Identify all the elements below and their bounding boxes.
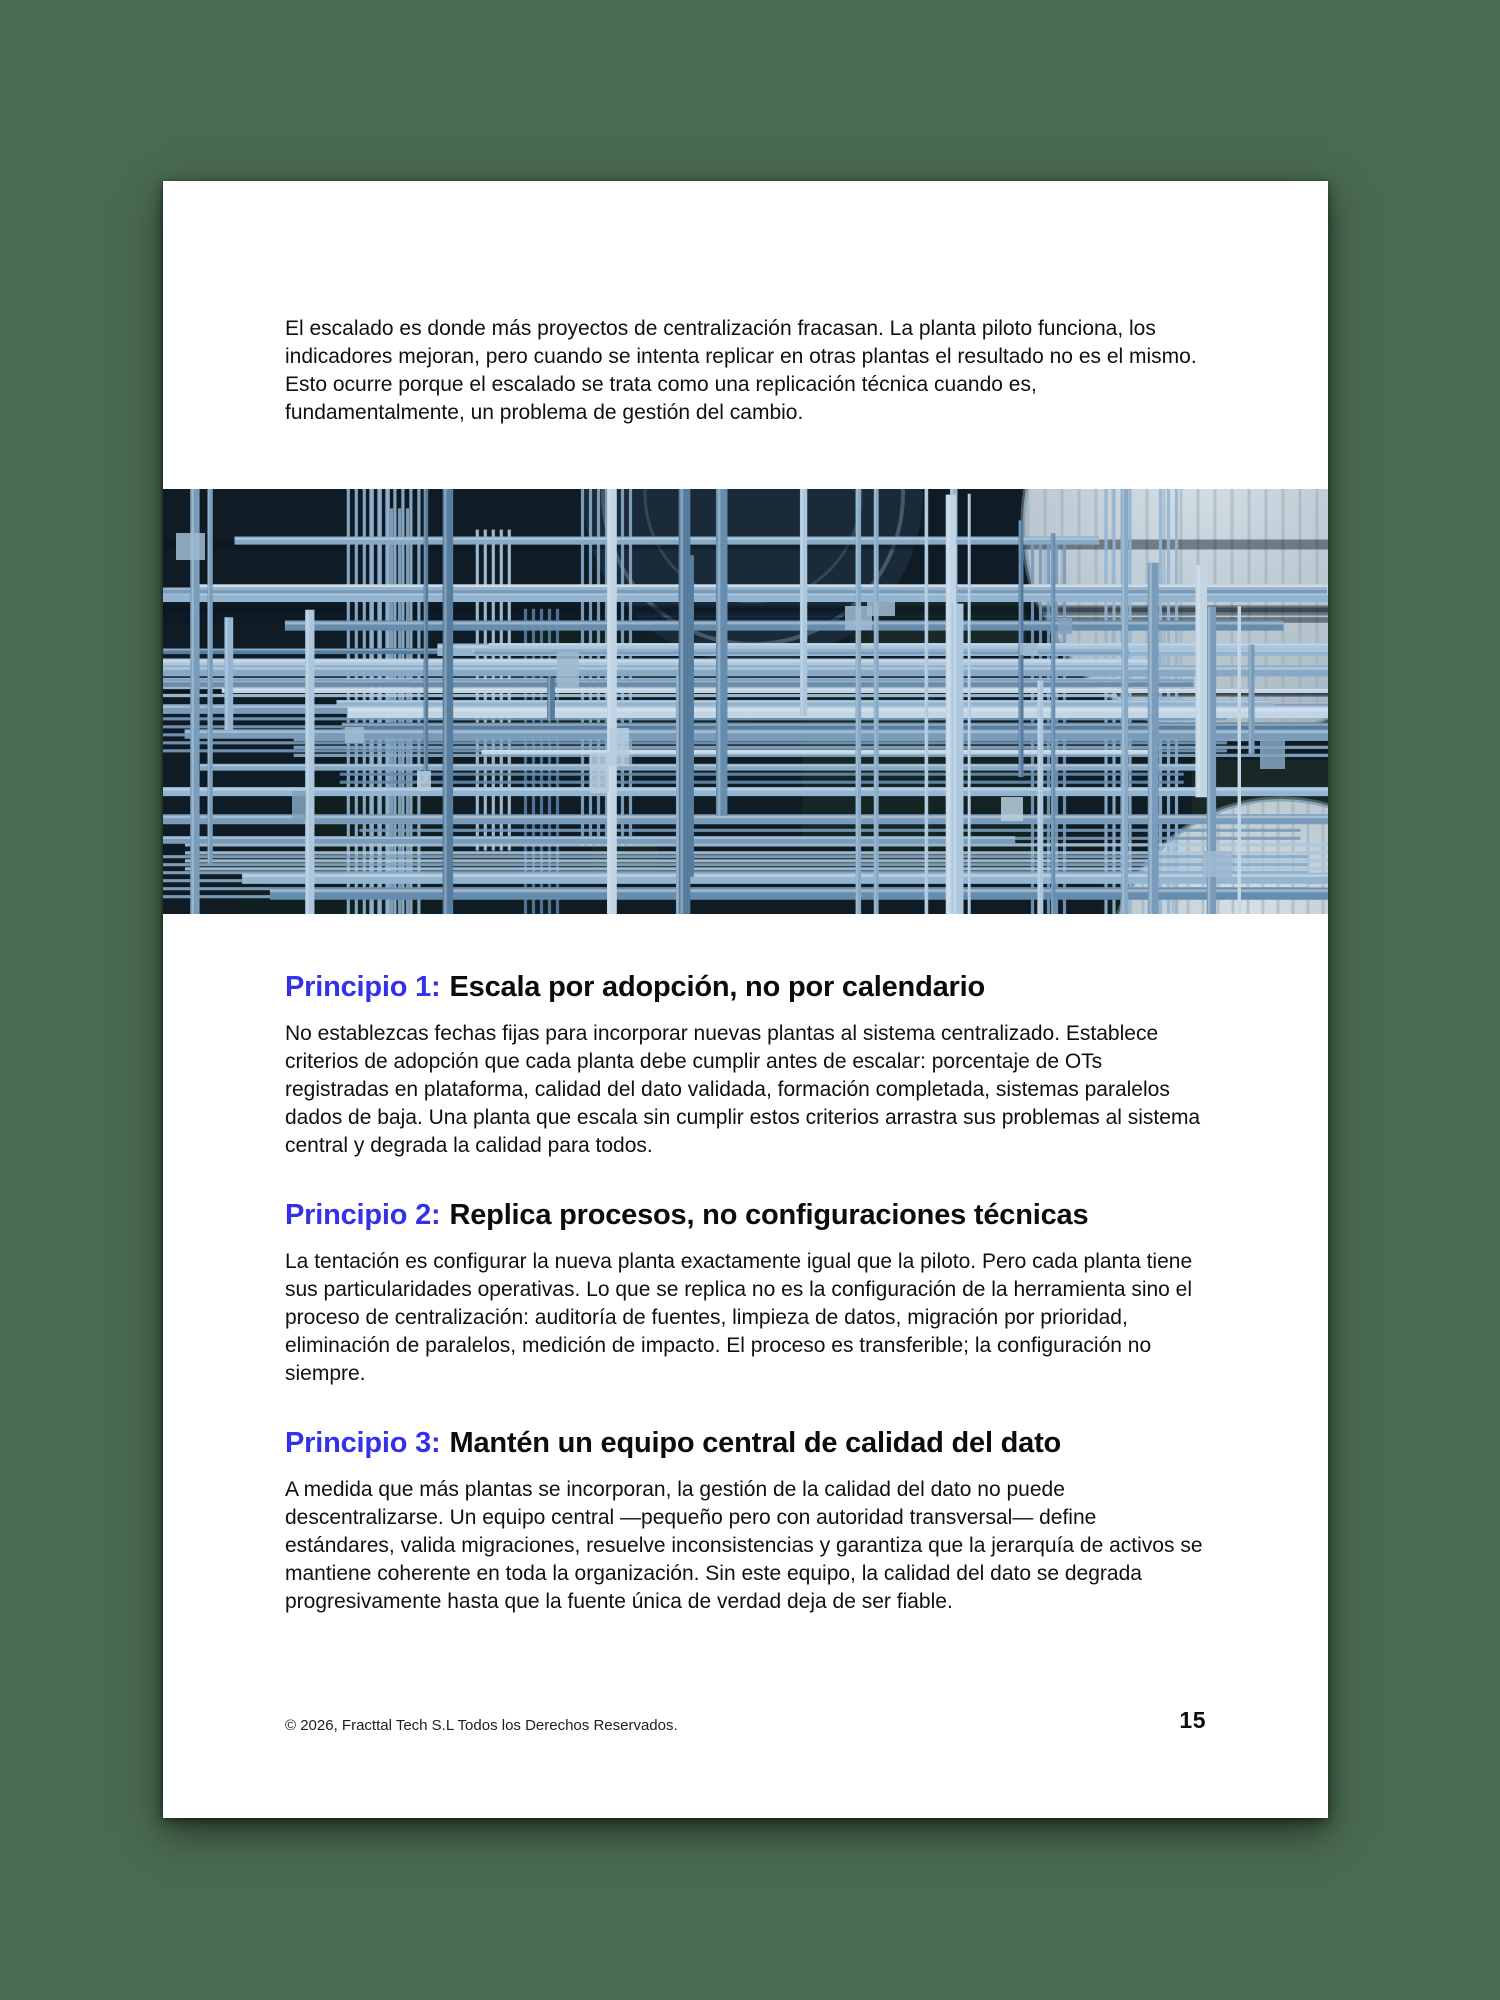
page-number: 15	[1179, 1707, 1206, 1733]
section-body: La tentación es configurar la nueva planta exactamente igual que la piloto. Pero cada planta tiene sus particularidades operativas. Lo que se replica no es la configuración de la herramienta sino el proceso de centralización: auditoría de fuentes, limpieza de datos, migración por prioridad, eliminación de paralelos, medición de impacto. El proceso es transferible; la configuración no siempre.	[285, 1250, 1193, 1385]
hero-image	[163, 489, 1328, 914]
section-heading	[285, 1426, 1206, 1460]
section-title: Replica procesos, no configuraciones técnicas	[449, 1199, 1089, 1231]
section-body: No establezcas fechas fijas para incorporar nuevas plantas al sistema centralizado. Establece criterios de adopción que cada planta debe cumplir antes de escalar: porcentaje de OTs registradas en plataforma, calidad del dato validada, formación completada, sistemas paralelos dados de baja. Una planta que escala sin cumplir estos criterios arrastra sus problemas al sistema central y degrada la calidad para todos.	[285, 1022, 1201, 1157]
intro-paragraph: El escalado es donde más proyectos de centralización fracasan. La planta piloto funciona, los indicadores mejoran, pero cuando se intenta replicar en otras plantas el resultado no es el mismo. Esto ocurre porque el escalado se trata como una replicación técnica cuando es, fundamentalmente, un problema de gestión del cambio.	[285, 317, 1197, 424]
page-content	[163, 970, 1328, 1616]
section-body: A medida que más plantas se incorporan, la gestión de la calidad del dato no puede descentralizarse. Un equipo central —pequeño pero con autoridad transversal— define estándares, valida migraciones, resuelve inconsistencias y garantiza que la jerarquía de activos se mantiene coherente en toda la organización. Sin este equipo, la calidad del dato se degrada progresivamente hasta que la fuente única de verdad deja de ser fiable.	[285, 1478, 1203, 1613]
section-principio-2	[285, 1198, 1206, 1388]
section-principio-3	[285, 1426, 1206, 1616]
copyright-text: © 2026, Fracttal Tech S.L Todos los Derechos Reservados.	[285, 1717, 678, 1734]
page-footer	[285, 1707, 1206, 1734]
section-title: Mantén un equipo central de calidad del dato	[449, 1427, 1062, 1459]
section-heading	[285, 970, 1206, 1004]
section-principio-1	[285, 970, 1206, 1160]
section-title: Escala por adopción, no por calendario	[449, 971, 985, 1003]
section-heading	[285, 1198, 1206, 1232]
section-label: Principio 3:	[285, 1427, 441, 1459]
document-page	[163, 181, 1328, 1818]
industrial-pipes-photo	[163, 489, 1328, 914]
section-label: Principio 1:	[285, 971, 441, 1003]
section-label: Principio 2:	[285, 1199, 441, 1231]
